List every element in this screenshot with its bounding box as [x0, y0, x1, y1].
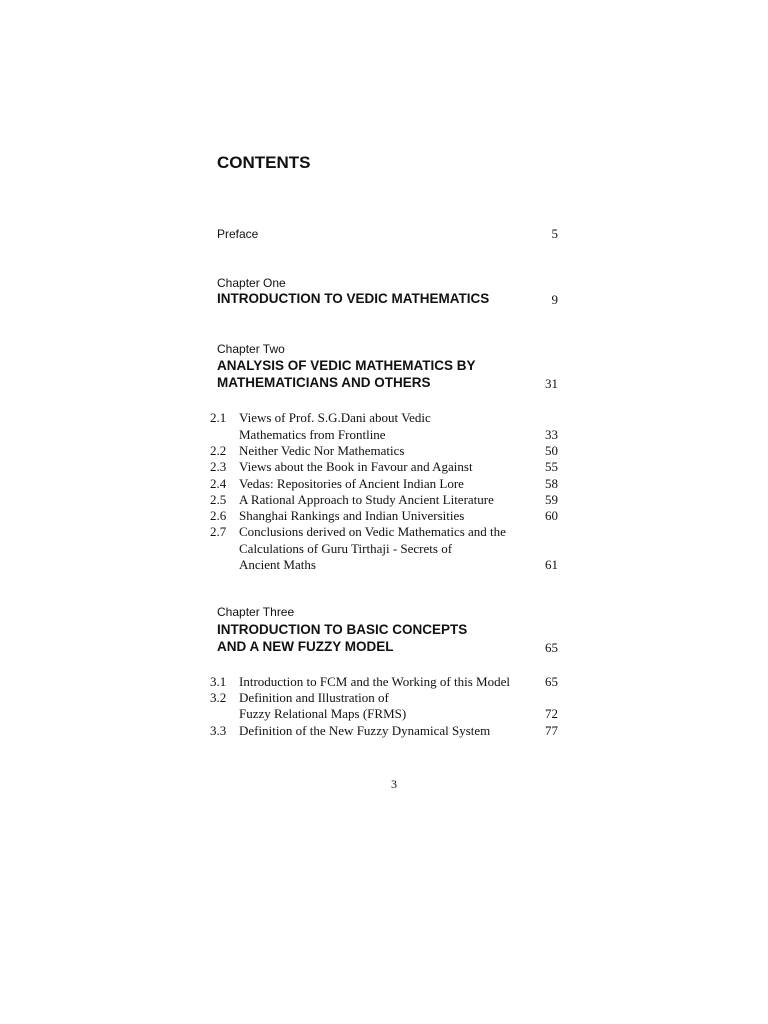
- chapter-three-page: 65: [545, 640, 558, 655]
- section-title: Shanghai Rankings and Indian Universities: [239, 508, 465, 523]
- chapter-three-title-line2: AND A NEW FUZZY MODEL: [217, 639, 394, 654]
- section-page: 60: [545, 508, 558, 523]
- section-title: Ancient Maths: [239, 557, 316, 572]
- chapter-two-page: 31: [545, 376, 558, 391]
- section-number: 2.7: [210, 524, 227, 539]
- chapter-two-label: Chapter Two: [217, 342, 285, 356]
- contents-heading: CONTENTS: [217, 153, 311, 172]
- chapter-one-title: INTRODUCTION TO VEDIC MATHEMATICS: [217, 291, 490, 306]
- section-page: 59: [545, 492, 558, 507]
- section-page: 65: [545, 674, 558, 689]
- section-number: 2.2: [210, 443, 227, 458]
- section-number: 2.6: [210, 508, 227, 523]
- section-title: Conclusions derived on Vedic Mathematics and the: [239, 524, 506, 539]
- section-page: 33: [545, 427, 558, 442]
- chapter-two-title-line2: MATHEMATICIANS AND OTHERS: [217, 375, 431, 390]
- section-number: 2.1: [210, 410, 227, 425]
- chapter-one-label: Chapter One: [217, 276, 286, 290]
- section-title: Definition of the New Fuzzy Dynamical System: [239, 723, 491, 738]
- section-title: Fuzzy Relational Maps (FRMS): [239, 706, 407, 721]
- preface-page: 5: [551, 226, 558, 241]
- section-number: 2.4: [210, 476, 227, 491]
- section-page: 50: [545, 443, 558, 458]
- section-title: Vedas: Repositories of Ancient Indian Lore: [239, 476, 464, 491]
- chapter-one-page: 9: [551, 292, 558, 307]
- section-number: 3.3: [210, 723, 227, 738]
- section-page: 77: [545, 723, 558, 738]
- section-title: Introduction to FCM and the Working of this Model: [239, 674, 510, 689]
- section-number: 2.5: [210, 492, 227, 507]
- section-page: 72: [545, 706, 558, 721]
- chapter-three-title-line1: INTRODUCTION TO BASIC CONCEPTS: [217, 622, 468, 637]
- section-title: Definition and Illustration of: [239, 690, 389, 705]
- section-title: A Rational Approach to Study Ancient Literature: [239, 492, 494, 507]
- section-title: Calculations of Guru Tirthaji - Secrets of: [239, 541, 453, 556]
- section-number: 3.2: [210, 690, 227, 705]
- section-title: Neither Vedic Nor Mathematics: [239, 443, 405, 458]
- preface-label: Preface: [217, 227, 259, 241]
- page-number: 3: [391, 777, 397, 791]
- section-number: 2.3: [210, 459, 227, 474]
- section-number: 3.1: [210, 674, 227, 689]
- section-page: 58: [545, 476, 558, 491]
- section-page: 61: [545, 557, 558, 572]
- chapter-two-title-line1: ANALYSIS OF VEDIC MATHEMATICS BY: [217, 358, 476, 373]
- section-page: 55: [545, 459, 558, 474]
- chapter-three-label: Chapter Three: [217, 605, 295, 619]
- section-title: Views of Prof. S.G.Dani about Vedic: [239, 410, 431, 425]
- section-title: Views about the Book in Favour and Against: [239, 459, 473, 474]
- section-title: Mathematics from Frontline: [239, 427, 386, 442]
